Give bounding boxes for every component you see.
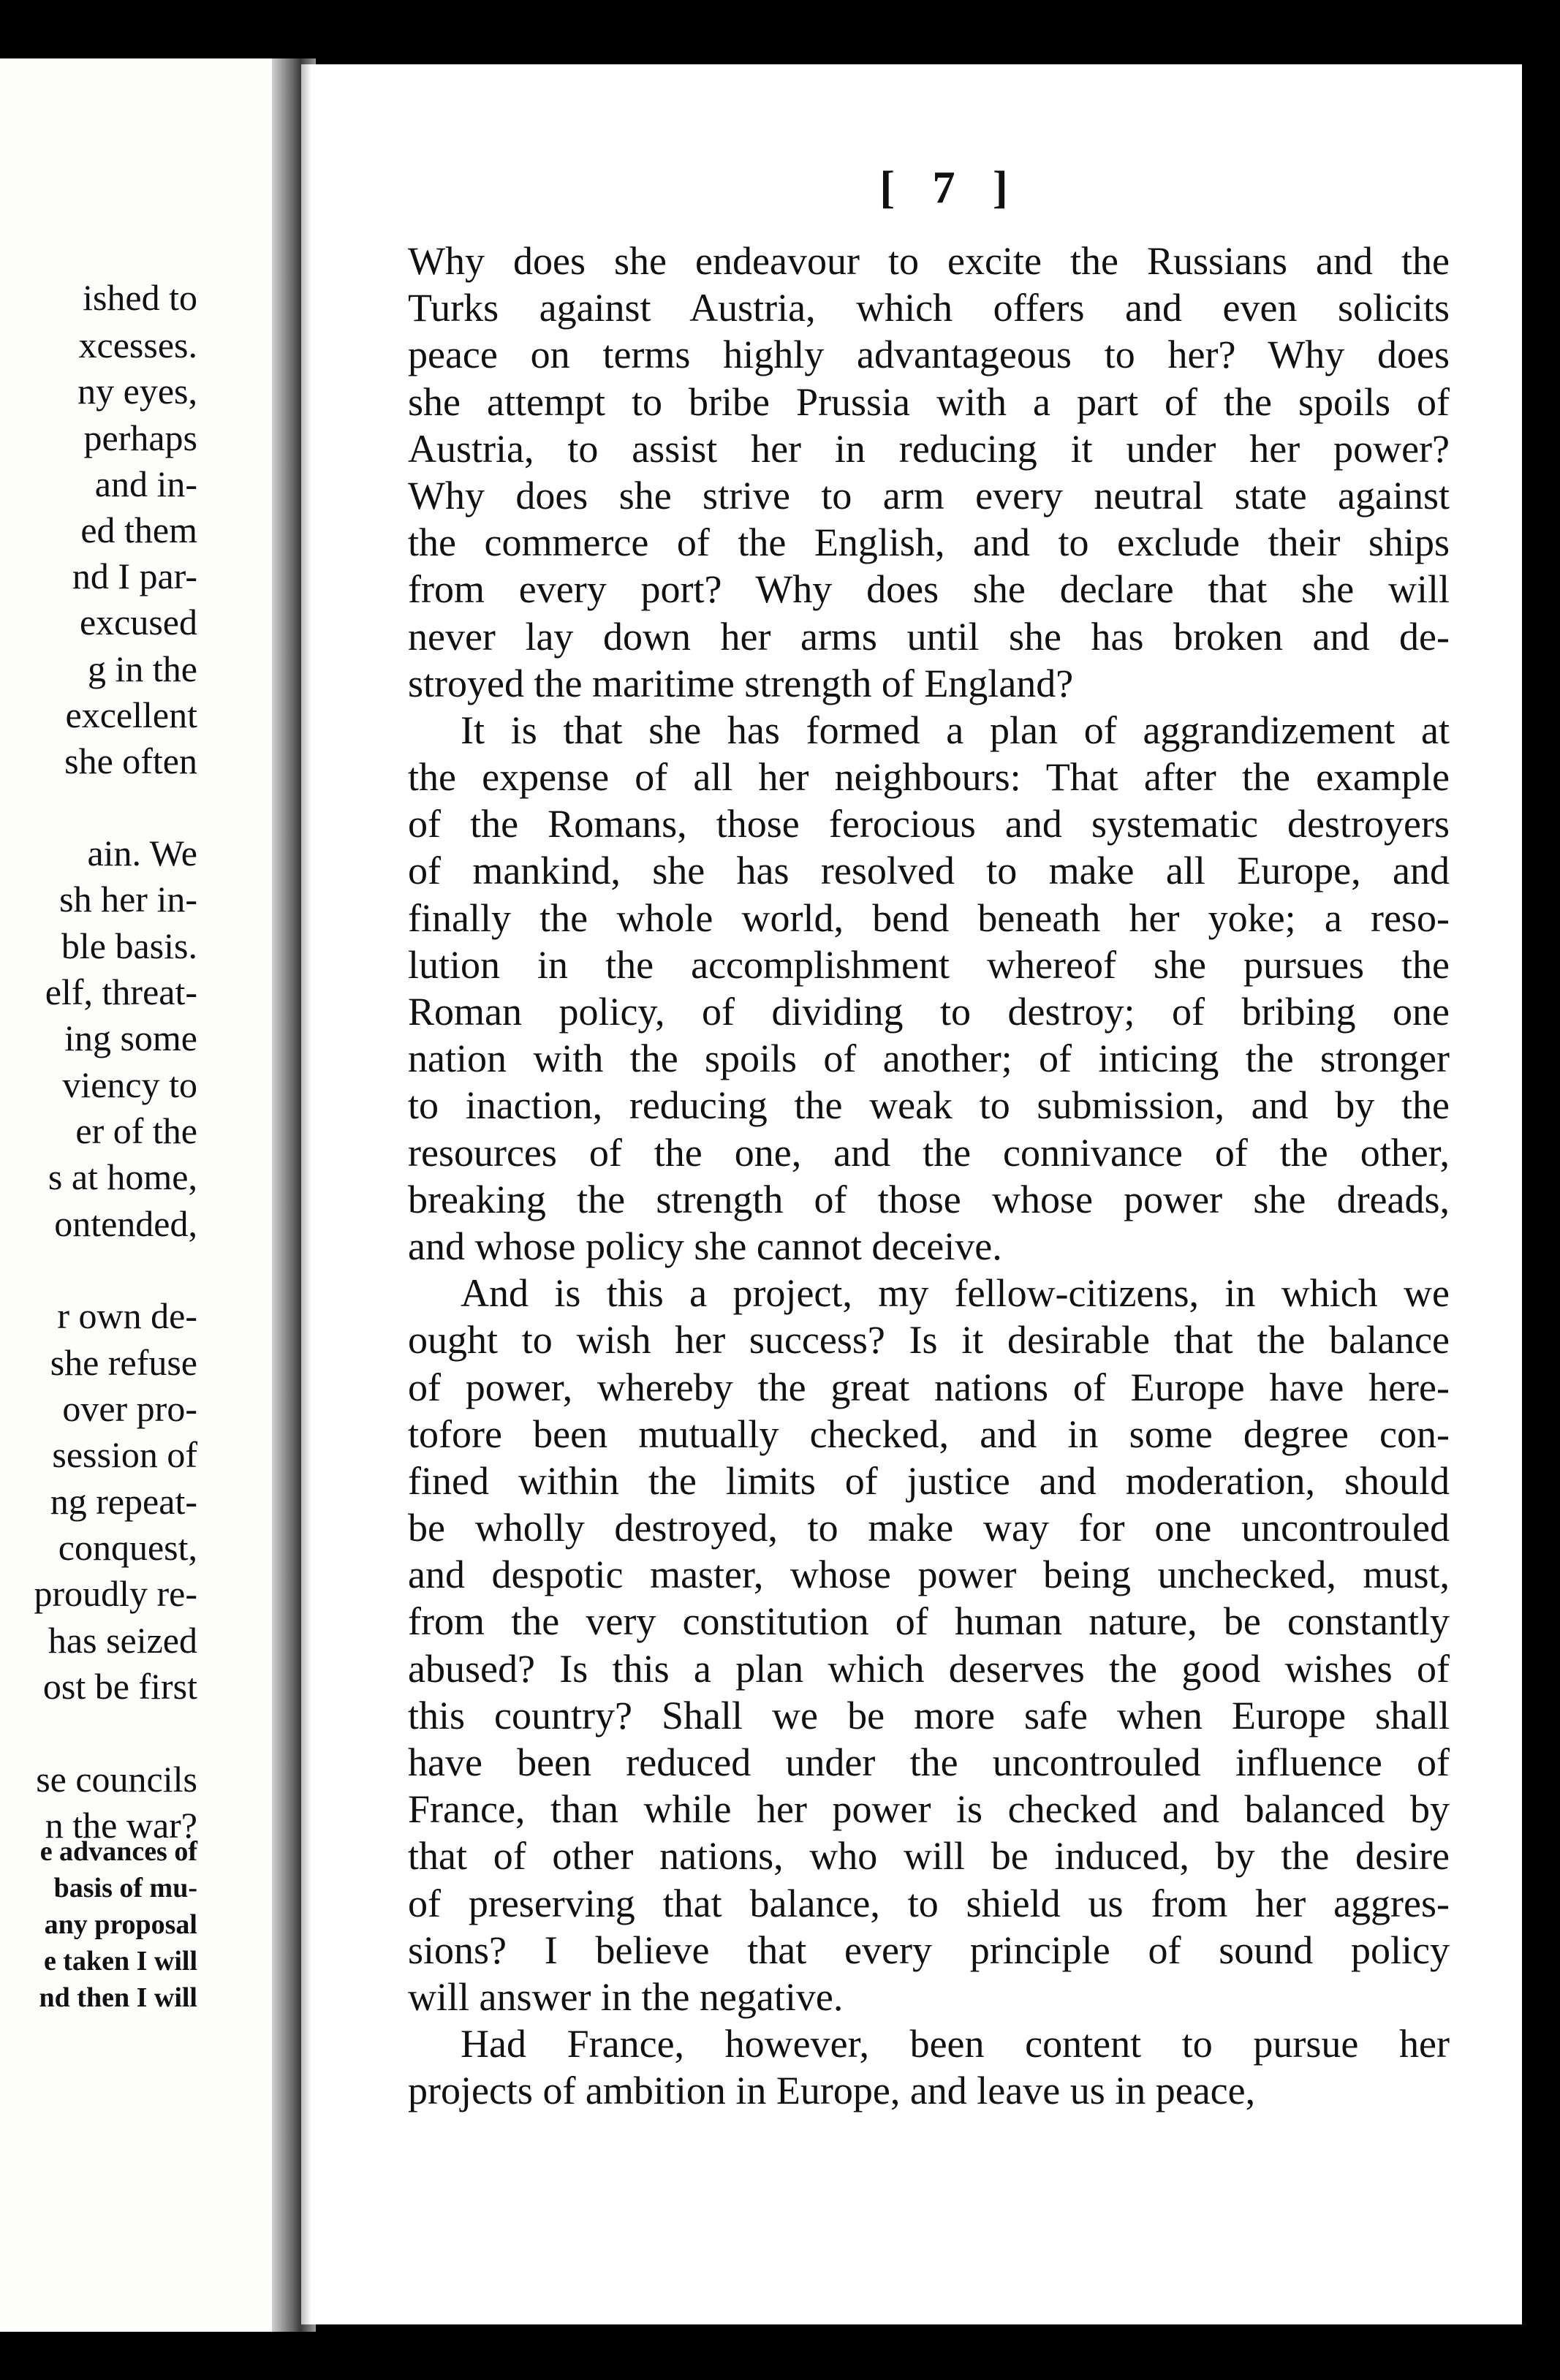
text-line: nation with the spoils of another; of inticing the stronger [408,1036,1450,1081]
left-page-line: ost be first [42,1666,197,1707]
text-line: of preserving that balance, to shield us from her aggres- [408,1881,1450,1925]
left-page-line: and in- [94,463,197,504]
left-page-line: she refuse [50,1342,197,1383]
paragraph [408,238,1450,707]
left-page-line: conquest, [58,1527,197,1568]
text-line: lution in the accomplishment whereof she pursues the [408,942,1450,987]
left-page-line: ble basis. [61,925,197,966]
text-line: and whose policy she cannot deceive. [408,1224,1002,1268]
text-line: Had France, however, been content to pursue her [461,2022,1450,2066]
text-line: will answer in the negative. [408,1974,844,2019]
text-line: Why does she strive to arm every neutral state against [408,473,1450,518]
left-page-line: nd I par- [72,556,197,596]
text-line: abused? Is this a plan which deserves the good wishes of [408,1646,1450,1691]
text-line: peace on terms highly advantageous to her? Why does [408,333,1450,377]
left-page [0,58,292,2332]
left-footnote-line: e taken I will [43,1946,197,1977]
left-page-line: session of [52,1434,197,1475]
left-page-line: she often [64,740,197,781]
left-page-line: ing some [64,1017,197,1058]
text-line: France, than while her power is checked and balanced by [408,1787,1450,1832]
left-footnote-line: basis of mu- [53,1873,197,1903]
left-page-line: n the war? [45,1805,197,1846]
left-page-line: xcesses. [78,325,197,365]
text-line: of the Romans, those ferocious and systematic destroyers [408,802,1450,846]
text-line: sions? I believe that every principle of sound policy [408,1928,1450,1972]
text-line: the commerce of the English, and to exclude their ships [408,520,1450,565]
left-page-line: ished to [83,277,197,318]
text-line: never lay down her arms until she has broken and de- [408,614,1450,659]
text-line: Turks against Austria, which offers and even solicits [408,286,1450,330]
left-page-line: sh her in- [59,879,197,920]
left-page-line: s at home, [48,1156,197,1197]
left-page-line: ed them [80,509,197,550]
left-footnote-line: nd then I will [39,1982,197,2013]
text-line: Why does she endeavour to excite the Russians and the [408,239,1450,283]
left-page-line: ny eyes, [77,371,197,412]
page-number: [ 7 ] [879,163,1021,213]
left-page-line: g in the [88,648,197,689]
text-line: from the very constitution of human nature, be constantly [408,1599,1450,1644]
text-line: stroyed the maritime strength of England? [408,661,1074,705]
left-page-line: ng repeat- [50,1481,197,1522]
left-page-line: r own de- [57,1295,197,1336]
left-footnote-line: e advances of [39,1836,197,1867]
text-line: that of other nations, who will be induced, by the desire [408,1834,1450,1879]
page-edge-shadow [301,64,311,2324]
text-line: be wholly destroyed, to make way for one uncontrouled [408,1506,1450,1550]
left-page-line: ontended, [54,1203,197,1244]
text-line: and despotic master, whose power being unchecked, must, [408,1553,1450,1597]
left-page-line: er of the [75,1110,197,1151]
text-line: the expense of all her neighbours: That after the example [408,755,1450,800]
left-page-line: over pro- [62,1388,197,1429]
left-page-line: elf, threat- [45,971,197,1012]
body-text [408,238,1450,2115]
text-line: this country? Shall we be more safe when Europe shall [408,1693,1450,1737]
text-line: tofore been mutually checked, and in some degree con- [408,1411,1450,1456]
text-line: resources of the one, and the connivance of the other, [408,1130,1450,1175]
left-page-line: proudly re- [34,1573,197,1614]
text-line: of power, whereby the great nations of Europe have here- [408,1365,1450,1409]
text-line: projects of ambition in Europe, and leave us in peace, [408,2069,1256,2113]
text-line: to inaction, reducing the weak to submission, and by the [408,1083,1450,1128]
left-page-line: perhaps [83,417,197,458]
paragraph [408,1270,1450,2020]
left-page-line: se councils [36,1759,197,1800]
text-line: she attempt to bribe Prussia with a part of the spoils of [408,379,1450,424]
left-page-line: has seized [48,1620,197,1661]
text-line: breaking the strength of those whose power she dreads, [408,1177,1450,1221]
text-line: Austria, to assist her in reducing it under her power? [408,426,1450,471]
text-line: And is this a project, my fellow-citizens, in which we [461,1271,1450,1316]
left-page-line: ain. We [87,833,197,873]
left-page-line: excused [79,602,197,643]
text-line: finally the whole world, bend beneath her yoke; a reso- [408,895,1450,940]
text-line: of mankind, she has resolved to make all Europe, and [408,849,1450,893]
text-line: It is that she has formed a plan of aggrandizement at [461,708,1450,752]
left-page-line: viency to [62,1064,197,1105]
text-line: from every port? Why does she declare that she will [408,567,1450,612]
paragraph [408,707,1450,1270]
text-line: have been reduced under the uncontrouled influence of [408,1740,1450,1784]
text-line: Roman policy, of dividing to destroy; of bribing one [408,990,1450,1034]
text-line: ought to wish her success? Is it desirable that the balance [408,1318,1450,1363]
left-page-line: excellent [65,694,197,735]
paragraph [408,2020,1450,2114]
text-line: fined within the limits of justice and moderation, should [408,1458,1450,1503]
left-footnote-line: any proposal [44,1909,197,1940]
